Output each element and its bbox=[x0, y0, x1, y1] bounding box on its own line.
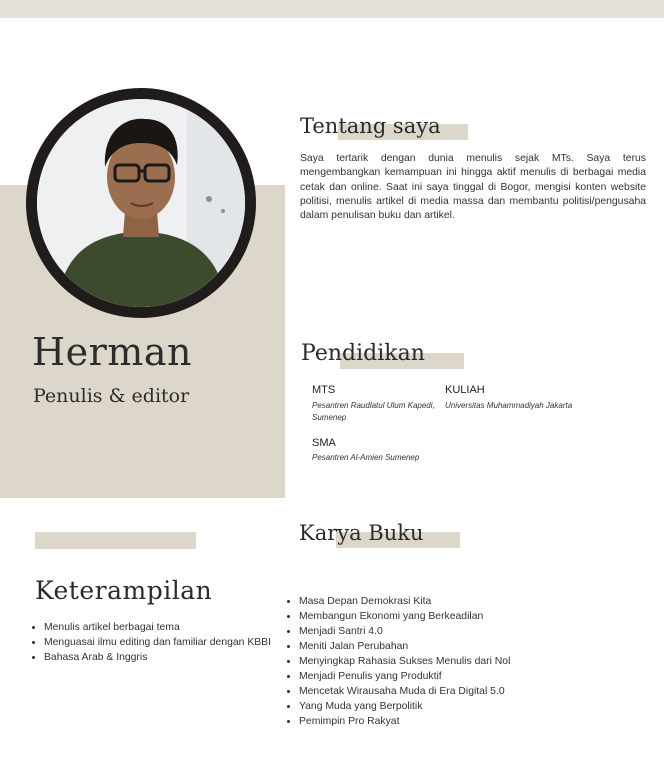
list-item: • Masa Depan Demokrasi Kita bbox=[299, 594, 629, 609]
books-title: Karya Buku bbox=[299, 521, 424, 545]
profile-role: Penulis & editor bbox=[33, 385, 190, 407]
profile-photo bbox=[37, 99, 245, 307]
profile-name: Herman bbox=[32, 330, 192, 374]
about-title: Tentang saya bbox=[300, 114, 441, 138]
person-illustration bbox=[37, 99, 245, 307]
education-school-mts: Pesantren Raudlatul Ulum Kapedi, Sumenep bbox=[312, 401, 435, 422]
list-item: • Menjadi Santri 4.0 bbox=[299, 624, 629, 639]
about-text: Saya tertarik dengan dunia menulis sejak MTs. Saya terus mengembangkan kemampuan ini hingga aktif menulis di berbagai media cetak dan online. Saat ini saya tinggal di Bogor, mengisi konten website politisi, menulis artikel di media massa dan membantu politisi/pengusaha dalam penulisan buku dan artikel. bbox=[300, 153, 646, 222]
list-item: • Bahasa Arab & Inggris bbox=[44, 650, 289, 665]
list-item: • Mencetak Wirausaha Muda di Era Digital 5.0 bbox=[299, 684, 629, 699]
books-list bbox=[283, 594, 629, 729]
list-item: • Menjadi Penulis yang Produktif bbox=[299, 669, 629, 684]
profile-photo-frame bbox=[26, 88, 256, 318]
education-level-sma: SMA bbox=[312, 437, 336, 449]
education-level-kuliah: KULIAH bbox=[445, 384, 485, 396]
skills-list bbox=[28, 620, 289, 665]
list-item: • Pemimpin Pro Rakyat bbox=[299, 714, 629, 729]
list-item: • Meniti Jalan Perubahan bbox=[299, 639, 629, 654]
list-item: • Menulis artikel berbagai tema bbox=[44, 620, 289, 635]
list-item: • Yang Muda yang Berpolitik bbox=[299, 699, 629, 714]
list-item: • Menyingkap Rahasia Sukses Menulis dari Nol bbox=[299, 654, 629, 669]
education-school-kuliah: Universitas Muhammadiyah Jakarta bbox=[445, 401, 573, 410]
skills-divider bbox=[35, 532, 196, 549]
list-item: • Menguasai ilmu editing dan familiar dengan KBBI bbox=[44, 635, 289, 650]
education-level-mts: MTS bbox=[312, 384, 336, 396]
list-item: • Membangun Ekonomi yang Berkeadilan bbox=[299, 609, 629, 624]
top-bar bbox=[0, 0, 664, 18]
education-school-sma: Pesantren Al-Amien Sumenep bbox=[312, 453, 420, 462]
skills-title: Keterampilan bbox=[35, 576, 213, 605]
education-title: Pendidikan bbox=[301, 341, 425, 366]
